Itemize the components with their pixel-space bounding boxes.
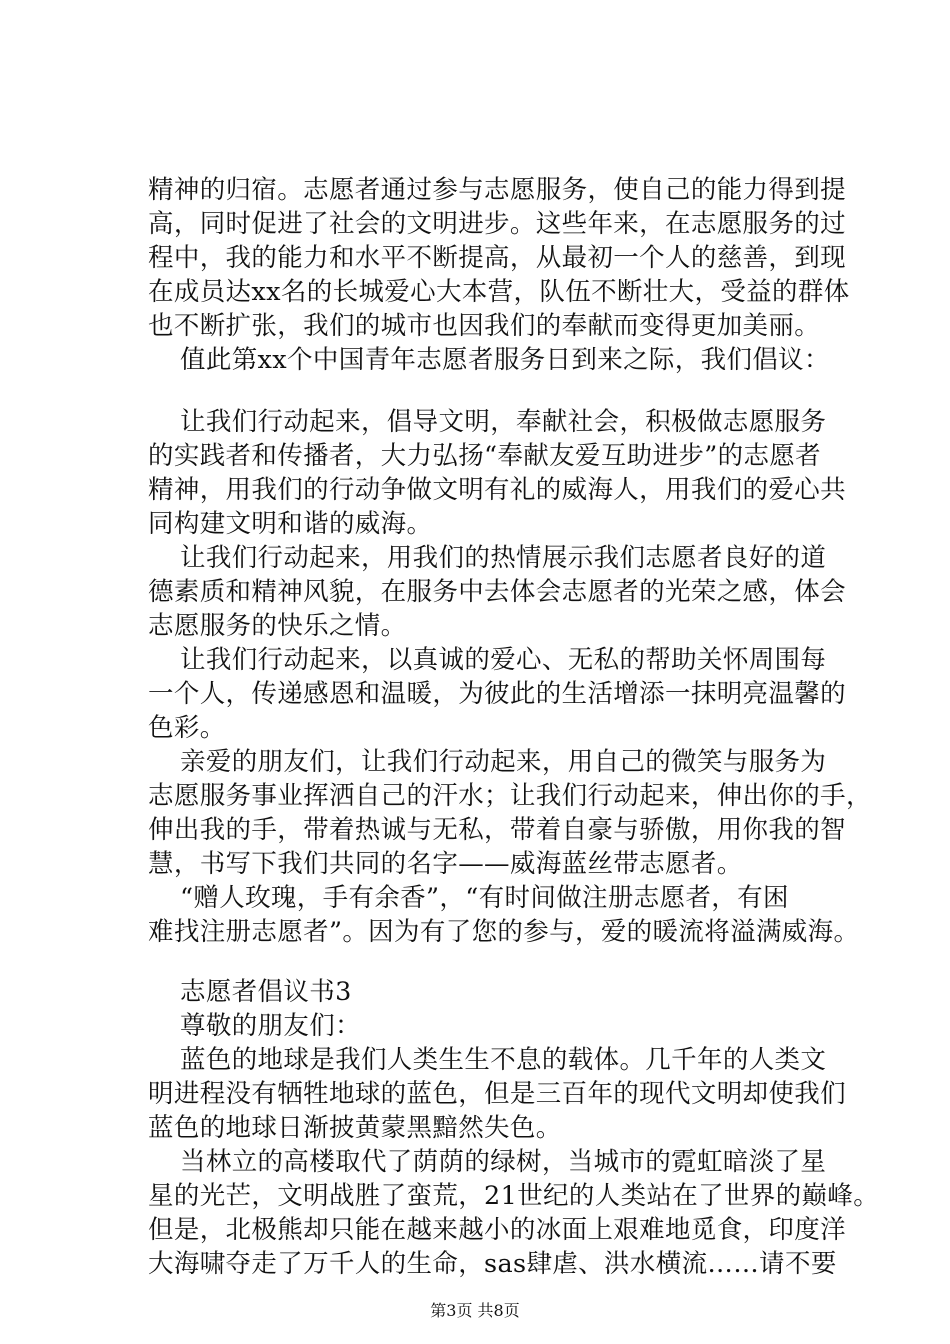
- text-line: 志愿服务事业挥洒自己的汗水；让我们行动起来，伸出你的手，: [148, 781, 872, 811]
- text-line: 蓝色的地球是我们人类生生不息的载体。几千年的人类文: [180, 1045, 827, 1075]
- text-line: 高，同时促进了社会的文明进步。这些年来，在志愿服务的过: [148, 209, 846, 239]
- text-line: 但是，北极熊却只能在越来越小的冰面上艰难地觅食，印度洋: [148, 1215, 846, 1245]
- text-line: 慧，书写下我们共同的名字——威海蓝丝带志愿者。: [148, 849, 743, 879]
- text-line: 让我们行动起来，以真诚的爱心、无私的帮助关怀周围每: [180, 645, 827, 675]
- section-heading: 志愿者倡议书3: [180, 977, 352, 1007]
- text-line: 难找注册志愿者”。因为有了您的参与，爱的暖流将溢满威海。: [148, 917, 860, 947]
- text-line: 星的光芒，文明战胜了蛮荒，21世纪的人类站在了世界的巅峰。: [148, 1181, 880, 1211]
- text-line: 明进程没有牺牲地球的蓝色，但是三百年的现代文明却使我们: [148, 1079, 846, 1109]
- page-number-footer: 第3页 共8页: [430, 1301, 520, 1320]
- text-line: 一个人，传递感恩和温暖，为彼此的生活增添一抹明亮温馨的: [148, 679, 846, 709]
- text-line: 当林立的高楼取代了荫荫的绿树，当城市的霓虹暗淡了星: [180, 1147, 827, 1177]
- text-line: 的实践者和传播者，大力弘扬“奉献友爱互助进步”的志愿者: [148, 441, 822, 471]
- text-line: 程中，我的能力和水平不断提高，从最初一个人的慈善，到现: [148, 243, 846, 273]
- text-line: 志愿服务的快乐之情。: [148, 611, 407, 641]
- text-line: 值此第xx个中国青年志愿者服务日到来之际，我们倡议：: [180, 345, 830, 375]
- text-line: 大海啸夺走了万千人的生命，sas肆虐、洪水横流……请不要: [148, 1249, 837, 1279]
- text-line: 精神，用我们的行动争做文明有礼的威海人，用我们的爱心共: [148, 475, 846, 505]
- text-line: 精神的归宿。志愿者通过参与志愿服务，使自己的能力得到提: [148, 175, 846, 205]
- text-line: 蓝色的地球日渐披黄蒙黑黯然失色。: [148, 1113, 562, 1143]
- text-line: 伸出我的手，带着热诚与无私，带着自豪与骄傲，用你我的智: [148, 815, 846, 845]
- text-line: 同构建文明和谐的威海。: [148, 509, 433, 539]
- text-line: 让我们行动起来，倡导文明，奉献社会，积极做志愿服务: [180, 407, 827, 437]
- text-line: 在成员达xx名的长城爱心大本营，队伍不断壮大，受益的群体: [148, 277, 850, 307]
- text-line: 让我们行动起来，用我们的热情展示我们志愿者良好的道: [180, 543, 827, 573]
- salutation: 尊敬的朋友们：: [180, 1011, 361, 1041]
- text-line: 也不断扩张，我们的城市也因我们的奉献而变得更加美丽。: [148, 311, 821, 341]
- text-line: 色彩。: [148, 713, 226, 743]
- text-line: 德素质和精神风貌，在服务中去体会志愿者的光荣之感，体会: [148, 577, 846, 607]
- text-line: 亲爱的朋友们，让我们行动起来，用自己的微笑与服务为: [180, 747, 827, 777]
- text-line: “赠人玫瑰，手有余香”，“有时间做注册志愿者，有困: [180, 883, 789, 913]
